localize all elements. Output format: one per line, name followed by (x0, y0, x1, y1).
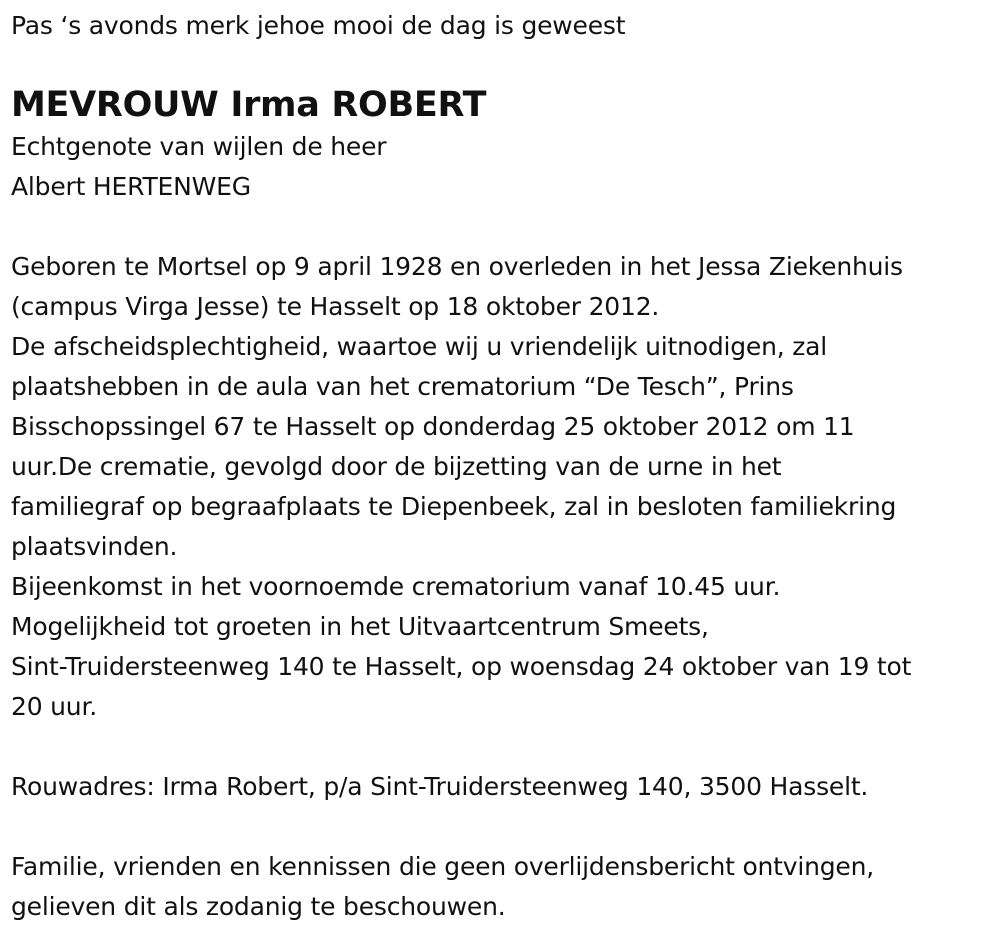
notice-body (11, 247, 993, 727)
spouse-line: Echtgenote van wijlen de heer (11, 132, 387, 161)
body-line: De afscheidsplechtigheid, waartoe wij u vriendelijk uitnodigen, zal (11, 332, 828, 361)
mourning-address: Rouwadres: Irma Robert, p/a Sint-Truidersteenweg 140, 3500 Hasselt. (11, 772, 869, 801)
body-line: (campus Virga Jesse) te Hasselt op 18 oktober 2012. (11, 292, 660, 321)
spacer (11, 727, 993, 767)
body-line: plaatshebben in de aula van het crematorium “De Tesch”, Prins (11, 372, 794, 401)
body-line: Bisschopssingel 67 te Hasselt op donderdag 25 oktober 2012 om 11 (11, 412, 855, 441)
body-line: Mogelijkheid tot groeten in het Uitvaartcentrum Smeets, (11, 612, 709, 641)
spouse-name-line: Albert HERTENWEG (11, 172, 251, 201)
obituary-notice (11, 6, 993, 927)
closing-line: gelieven dit als zodanig te beschouwen. (11, 892, 506, 921)
body-line: Geboren te Mortsel op 9 april 1928 en overleden in het Jessa Ziekenhuis (11, 252, 903, 281)
spacer (11, 807, 993, 847)
spacer (11, 207, 993, 247)
closing-line: Familie, vrienden en kennissen die geen overlijdensbericht ontvingen, (11, 852, 875, 881)
closing-note (11, 847, 993, 927)
body-line: 20 uur. (11, 692, 97, 721)
body-line: familiegraf op begraafplaats te Diepenbeek, zal in besloten familiekring (11, 492, 897, 521)
spouse-info (11, 127, 993, 207)
deceased-name: MEVROUW Irma ROBERT (11, 85, 487, 125)
body-line: uur.De crematie, gevolgd door de bijzetting van de urne in het (11, 452, 782, 481)
body-line: Bijeenkomst in het voornoemde crematorium vanaf 10.45 uur. (11, 572, 781, 601)
body-line: Sint-Truidersteenweg 140 te Hasselt, op woensdag 24 oktober van 19 tot (11, 652, 912, 681)
opening-quote: Pas ‘s avonds merk jehoe mooi de dag is geweest (11, 11, 626, 40)
body-line: plaatsvinden. (11, 532, 178, 561)
